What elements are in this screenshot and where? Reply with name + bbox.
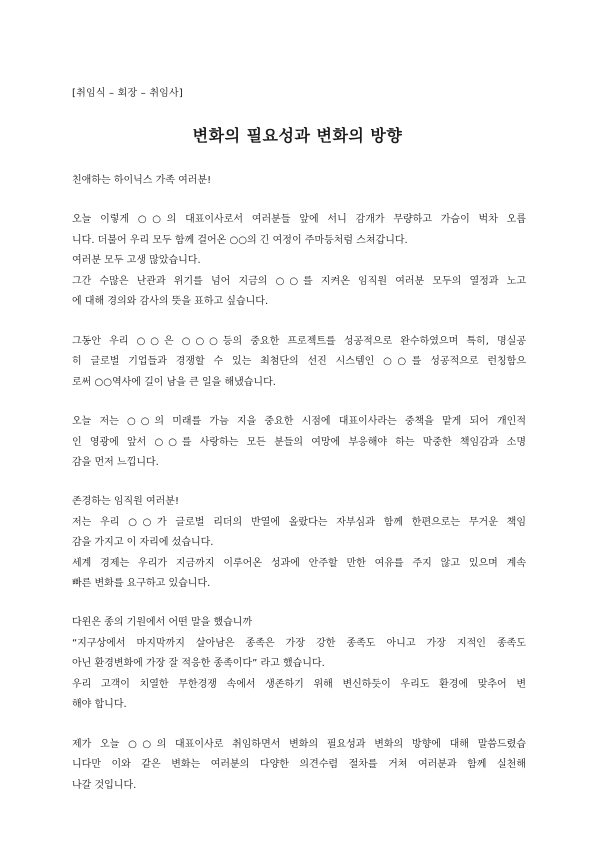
paragraph-line: 나갈 것입니다. [72, 780, 137, 791]
paragraph-line: 저는 우리 ○○가 글로벌 리더의 반열에 올랐다는 자부심과 함께 한편으로는 무거운 책임 [72, 517, 526, 528]
paragraph-line: 친애하는 하이닉스 가족 여러분! [72, 175, 212, 186]
paragraph-line: 오늘 저는 ○○의 미래를 가늠 지을 중요한 시점에 대표이사라는 중책을 맡게 되어 개인적 [72, 416, 526, 427]
paragraph-line: 우리 고객이 치열한 무한경쟁 속에서 생존하기 위해 변신하듯이 우리도 환경에 맞추어 변 [72, 679, 526, 690]
paragraph-line: 빠른 변화를 요구하고 있습니다. [72, 578, 211, 589]
paragraph-line: 히 글로벌 기업들과 경쟁할 수 있는 최첨단의 선진 시스템인 ○○를 성공적으로 런칭함으 [72, 356, 526, 367]
quote-line: “지구상에서 마지막까지 살아남은 종족은 가장 강한 종족도 아니고 가장 지적인 종족도 [72, 638, 526, 649]
paragraph-line: 세계 경제는 우리가 지금까지 이루어온 성과에 안주할 만한 여유를 주지 않고 있으며 계속 [72, 558, 526, 569]
paragraph-line: 제가 오늘 ○○의 대표이사로 취임하면서 변화의 필요성과 변화의 방향에 대해 말씀드렸습 [72, 739, 526, 750]
paragraph-line: 에 대해 경의와 감사의 뜻을 표하고 싶습니다. [72, 296, 269, 307]
paragraph-line: 인 영광에 앞서 ○○를 사랑하는 모든 분들의 여망에 부응해야 하는 막중한 책임감과 소명 [72, 437, 526, 448]
paragraph-line: 그동안 우리 ○○은 ○○○등의 중요한 프로젝트를 성공적으로 완수하였으며 특히, 명실공 [72, 336, 526, 347]
paragraph-line: 오늘 이렇게 ○○의 대표이사로서 여러분들 앞에 서니 감개가 무량하고 가슴이 벅차 오릅 [72, 214, 526, 225]
paragraph-line: 해야 합니다. [72, 699, 127, 710]
paragraph-line: 존경하는 임직원 여러분! [72, 496, 179, 507]
paragraph-line: 감을 먼저 느낍니다. [72, 457, 159, 468]
header-label: [취임식 – 회장 – 취임사] [72, 88, 183, 99]
quote-line: 아닌 환경변화에 가장 잘 적응한 종족이다” 라고 했습니다. [72, 658, 325, 669]
paragraph-line: 여러분 모두 고생 많았습니다. [72, 255, 201, 266]
paragraph-line: 감을 가지고 이 자리에 섰습니다. [72, 537, 214, 548]
page-title: 변화의 필요성과 변화의 방향 [192, 126, 403, 145]
paragraph-line: 로써 ○○역사에 길이 남을 큰 일을 해냈습니다. [72, 377, 276, 388]
paragraph-line: 니다. 더불어 우리 모두 함께 걸어온 ○○의 긴 여정이 주마등처럼 스쳐갑니다. [72, 235, 408, 246]
paragraph-line: 다윈은 종의 기원에서 어떤 말을 했습니까 [72, 617, 253, 628]
paragraph-line: 니다만 이와 같은 변화는 여러분의 다양한 의견수렴 절차를 거쳐 여러분과 함께 실천해 [72, 759, 526, 770]
paragraph-line: 그간 수많은 난관과 위기를 넘어 지금의 ○○를 지켜온 임직원 여러분 모두의 열정과 노고 [72, 276, 526, 287]
